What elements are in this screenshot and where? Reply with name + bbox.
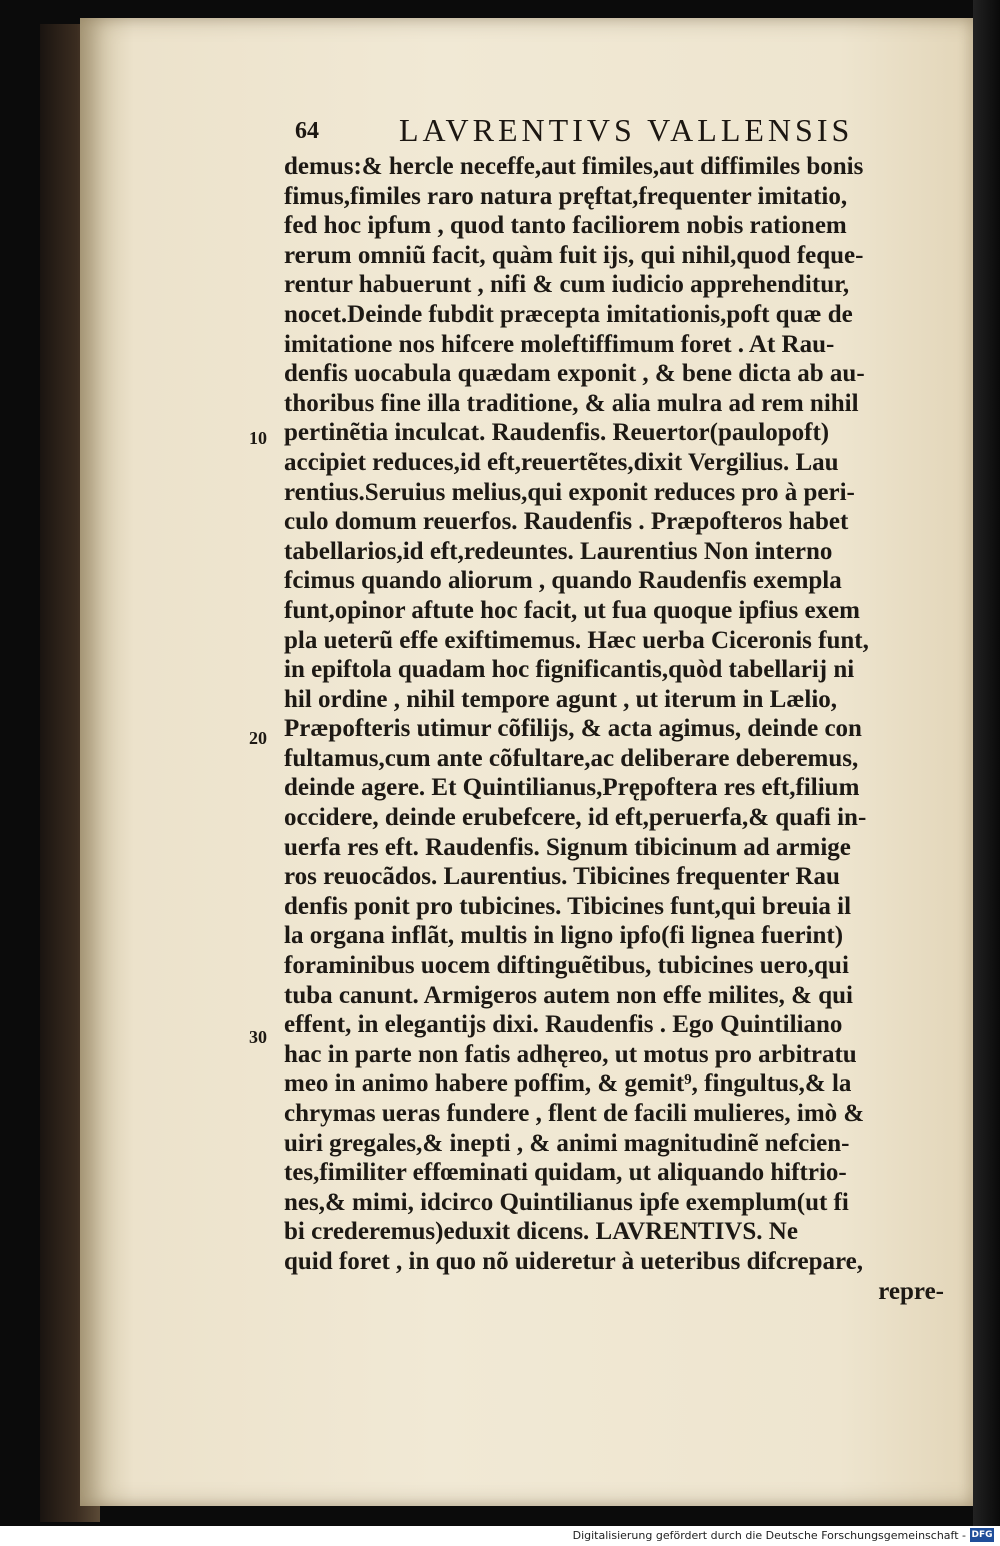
text-line: chrymas ueras fundere , flent de facili mulieres, imò & <box>284 1100 865 1127</box>
text-line: Præpofteris utimur cõfilijs, & acta agimus, deinde con <box>284 715 862 743</box>
text-line: fultamus,cum ante cõfultare,ac deliberare deberemus, <box>284 744 859 772</box>
text-line: hil ordine , nihil tempore agunt , ut iterum in Lælio, <box>284 685 838 713</box>
footer-bar <box>0 1526 1000 1546</box>
text-line: culo domum reuerfos. Raudenfis . Præpofteros habet <box>284 508 849 536</box>
text-line: tabellarios,id eft,redeuntes. Laurentius Non interno <box>284 537 833 565</box>
text-line: deinde agere. Et Quintilianus,Prępoftera res eft,filium <box>284 774 860 802</box>
margin-line-number: 30 <box>249 1027 267 1047</box>
text-line: funt,opinor aftute hoc facit, ut fua quoque ipfius exem <box>284 596 860 624</box>
text-line: fcimus quando aliorum , quando Raudenfis exempla <box>284 567 842 595</box>
running-title: LAVRENTIVS VALLENSIS <box>399 112 854 148</box>
text-line: rentur habuerunt , nifi & cum iudicio apprehenditur, <box>284 271 850 299</box>
text-line: ros reuocãdos. Laurentius. Tibicines frequenter Rau <box>284 863 840 891</box>
text-line: fimus,fimiles raro natura pręftat,frequenter imitatio, <box>284 182 848 210</box>
text-block <box>284 152 944 1306</box>
page-number: 64 <box>295 118 319 144</box>
text-line: uiri gregales,& inepti , & animi magnitudinẽ nefcien- <box>284 1129 850 1157</box>
text-line: pertinẽtia inculcat. Raudenfis. Reuertor(paulopoft) <box>284 419 830 447</box>
text-line: demus:& hercle neceffe,aut fimiles,aut diffimiles bonis <box>284 153 864 180</box>
text-line: occidere, deinde erubefcere, id eft,peruerfa,& quafi in- <box>284 804 867 832</box>
text-line: nes,& mimi, idcirco Quintilianus ipfe exemplum(ut fi <box>284 1188 849 1216</box>
text-line: tes,fimiliter effœminati quidam, ut aliquando hiftrio- <box>284 1159 847 1187</box>
text-line: rentius.Seruius melius,qui exponit reduces pro à peri- <box>284 478 855 506</box>
text-line: quid foret , in quo nõ uideretur à ueteribus difcrepare, <box>284 1247 863 1275</box>
catchword: repre- <box>878 1277 944 1305</box>
margin-line-number: 10 <box>249 428 267 448</box>
text-line: meo in animo habere poffim, & gemit⁹, fingultus,& la <box>284 1070 852 1098</box>
text-line: la organa inflãt, multis in ligno ipfo(fi lignea fuerint) <box>284 922 844 950</box>
text-line: denfis ponit pro tubicines. Tibicines funt,qui breuia il <box>284 892 852 920</box>
text-line: bi crederemus)eduxit dicens. LAVRENTIVS. Ne <box>284 1218 798 1246</box>
text-line: foraminibus uocem diftinguẽtibus, tubicines uero,qui <box>284 952 849 980</box>
page-edge-shadow <box>973 0 1000 1526</box>
text-line: nocet.Deinde fubdit præcepta imitationis,poft quæ de <box>284 300 853 328</box>
text-line: tuba canunt. Armigeros autem non effe milites, & qui <box>284 981 853 1009</box>
text-line: thoribus fine illa traditione, & alia mulra ad rem nihil <box>284 389 859 417</box>
text-line: rerum omniũ facit, quàm fuit ijs, qui nihil,quod feque- <box>284 241 864 269</box>
page-header <box>295 112 865 148</box>
margin-line-number: 20 <box>249 728 267 748</box>
text-line: uerfa res eft. Raudenfis. Signum tibicinum ad armige <box>284 833 851 861</box>
text-line: in epiftola quadam hoc fignificantis,quòd tabellarij ni <box>284 656 855 684</box>
text-line: hac in parte non fatis adhęreo, ut motus pro arbitratu <box>284 1040 857 1068</box>
text-line: pla ueterũ effe exiftimemus. Hæc uerba Ciceronis funt, <box>284 626 869 654</box>
footer-credit: Digitalisierung gefördert durch die Deutsche Forschungsgemeinschaft - <box>572 1529 966 1542</box>
text-line: imitatione nos hifcere moleftiffimum foret . At Rau- <box>284 330 835 358</box>
dfg-logo-icon: DFG <box>971 1530 993 1540</box>
text-line: fed hoc ipfum , quod tanto faciliorem nobis rationem <box>284 212 847 240</box>
text-line: effent, in elegantijs dixi. Raudenfis . Ego Quintiliano <box>284 1011 843 1039</box>
text-line: accipiet reduces,id eft,reuertẽtes,dixit Vergilius. Lau <box>284 448 839 476</box>
text-line: denfis uocabula quædam exponit , & bene dicta ab au- <box>284 360 865 388</box>
